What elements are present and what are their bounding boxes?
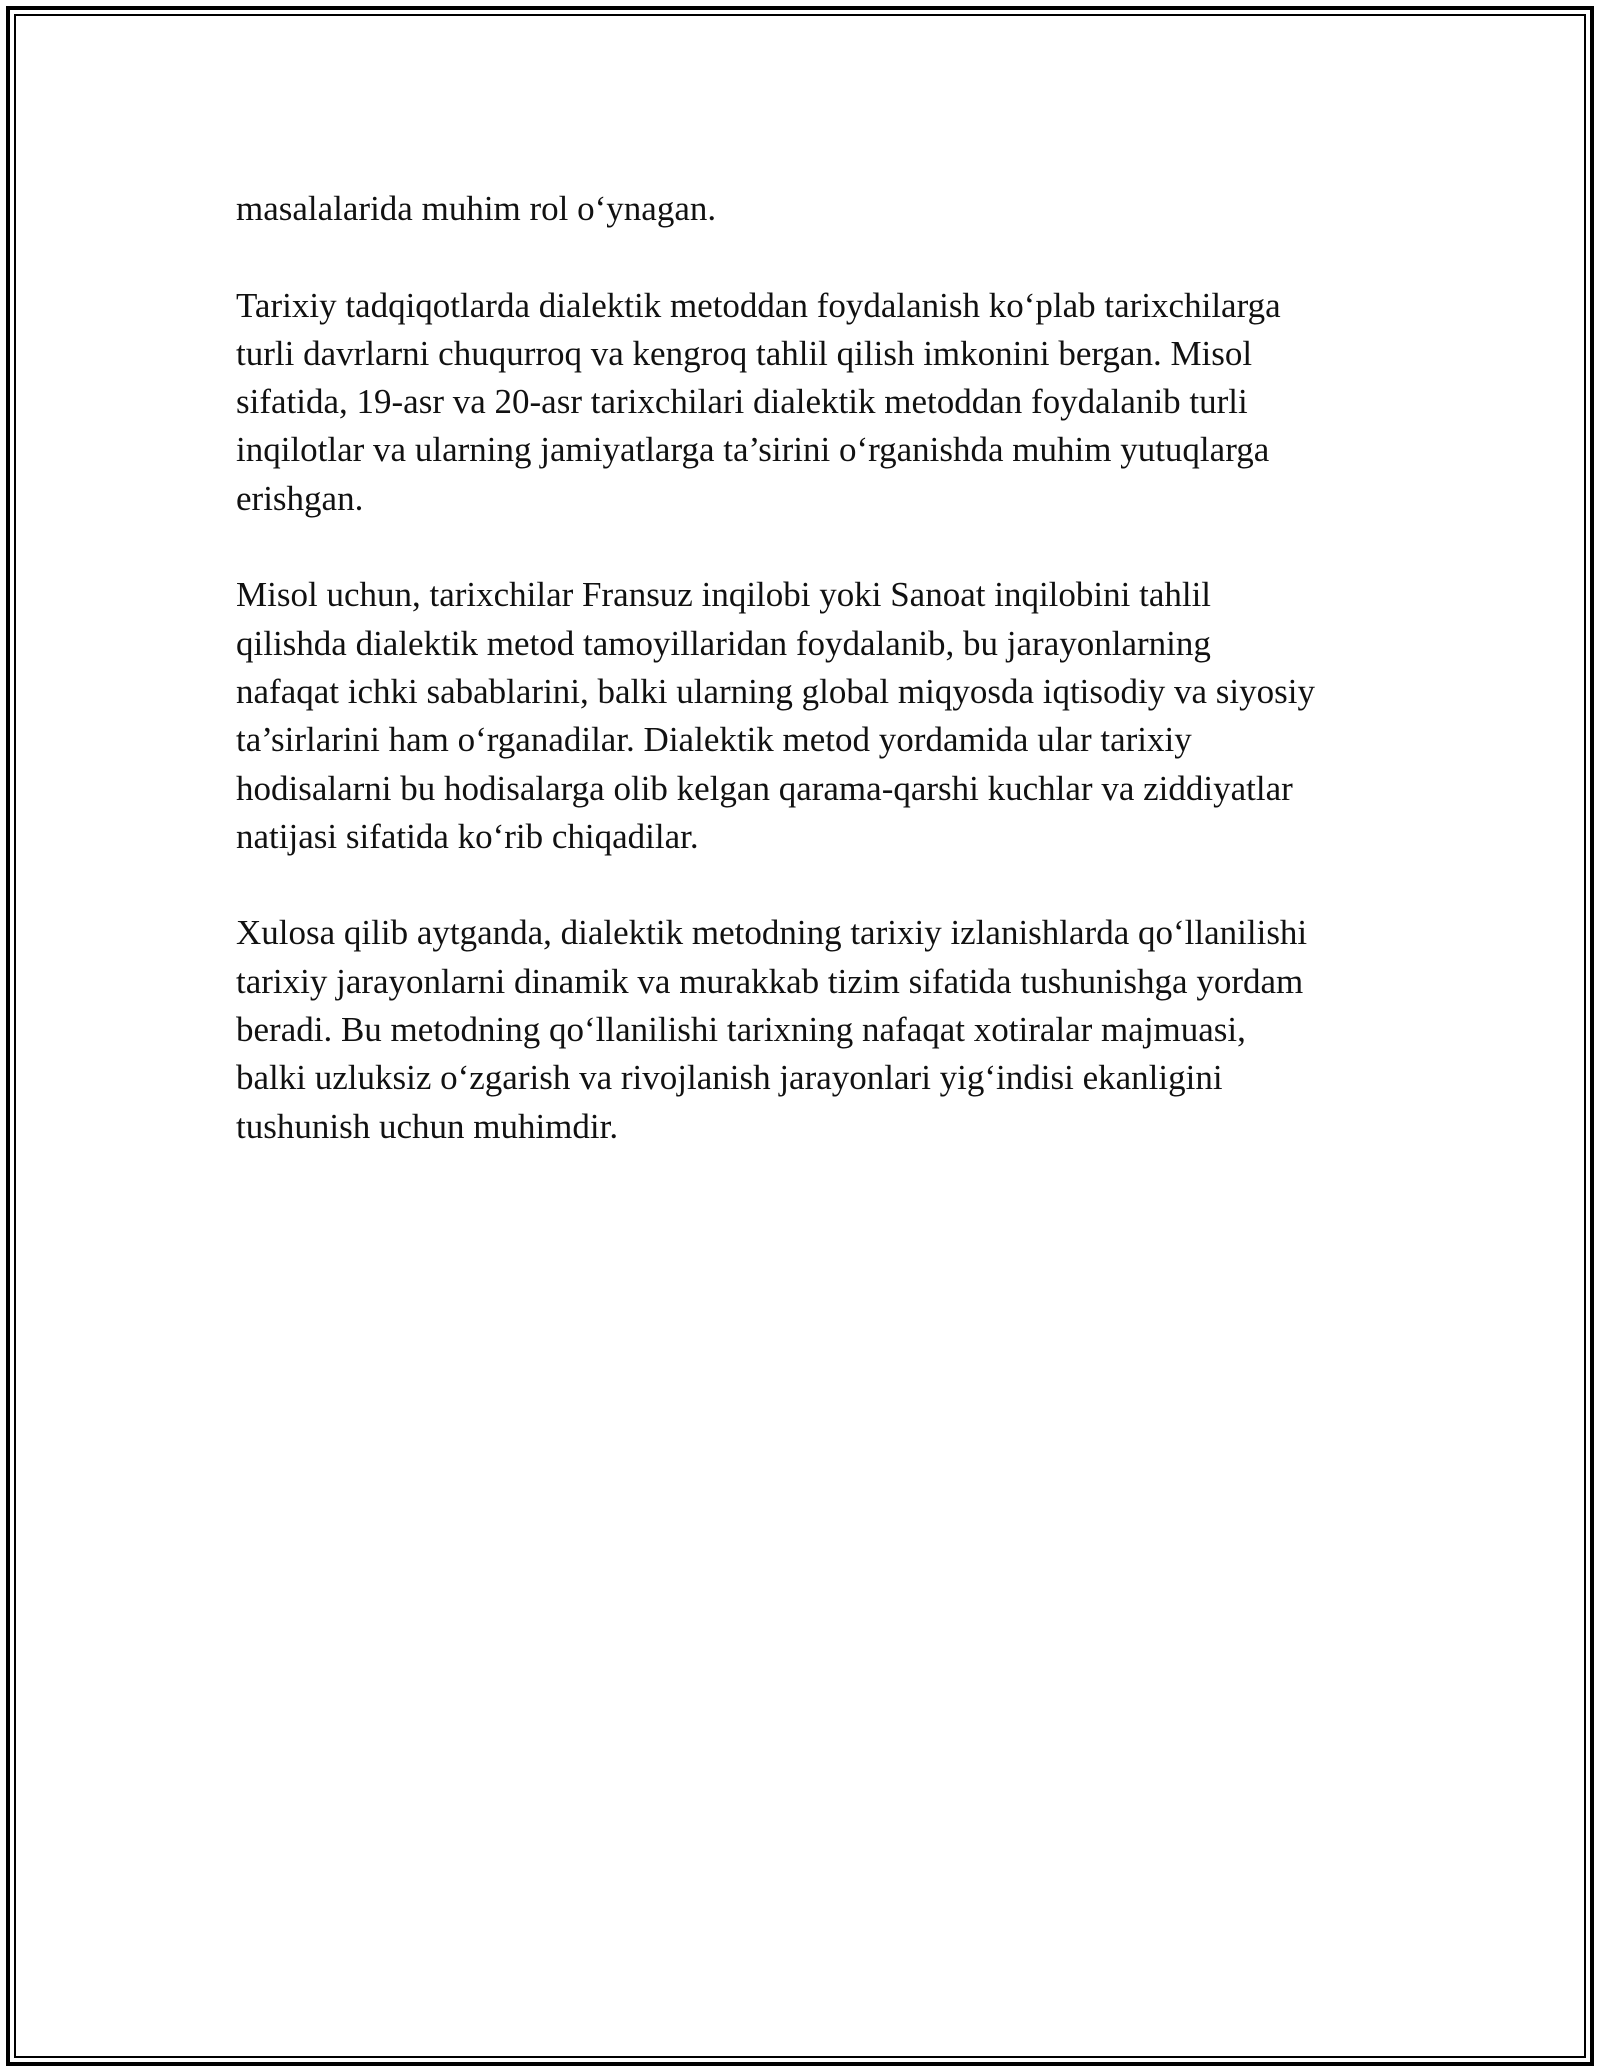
paragraph-1 (236, 185, 1376, 233)
text-line: hodisalarni bu hodisalarga olib kelgan qarama-qarshi kuchlar va ziddiyatlar (236, 768, 1293, 808)
text-line: ta’sirlarini ham o‘rganadilar. Dialektik metod yordamida ular tarixiy (236, 720, 1192, 760)
text-line: balki uzluksiz o‘zgarish va rivojlanish jarayonlari yig‘indisi ekanligini (236, 1058, 1223, 1098)
paragraph-3 (236, 571, 1376, 861)
paragraph-2 (236, 282, 1376, 523)
text-line: inqilotlar va ularning jamiyatlarga ta’sirini o‘rganishda muhim yutuqlarga (236, 430, 1270, 470)
text-line: natijasi sifatida ko‘rib chiqadilar. (236, 816, 699, 856)
text-line: Tarixiy tadqiqotlarda dialektik metoddan foydalanish ko‘plab tarixchilarga (236, 285, 1281, 325)
text-line: nafaqat ichki sabablarini, balki ularning global miqyosda iqtisodiy va siyosiy (236, 671, 1315, 711)
text-line: turli davrlarni chuqurroq va kengroq tahlil qilish imkonini bergan. Misol (236, 333, 1253, 373)
text-line: Misol uchun, tarixchilar Fransuz inqilobi yoki Sanoat inqilobini tahlil (236, 575, 1212, 615)
text-line: sifatida, 19-asr va 20-asr tarixchilari dialektik metoddan foydalanib turli (236, 382, 1248, 422)
text-line: tushunish uchun muhimdir. (236, 1106, 619, 1146)
body-text (236, 185, 1376, 1199)
text-line: erishgan. (236, 478, 364, 518)
text-line: masalalarida muhim rol o‘ynagan. (236, 189, 717, 228)
text-line: qilishda dialektik metod tamoyillaridan foydalanib, bu jarayonlarning (236, 623, 1211, 663)
paragraph-4 (236, 909, 1376, 1150)
text-line: beradi. Bu metodning qo‘llanilishi tarixning nafaqat xotiralar majmuasi, (236, 1010, 1246, 1050)
text-line: Xulosa qilib aytganda, dialektik metodning tarixiy izlanishlarda qo‘llanilishi (236, 913, 1308, 953)
text-line: tarixiy jarayonlarni dinamik va murakkab tizim sifatida tushunishga yordam (236, 961, 1304, 1001)
